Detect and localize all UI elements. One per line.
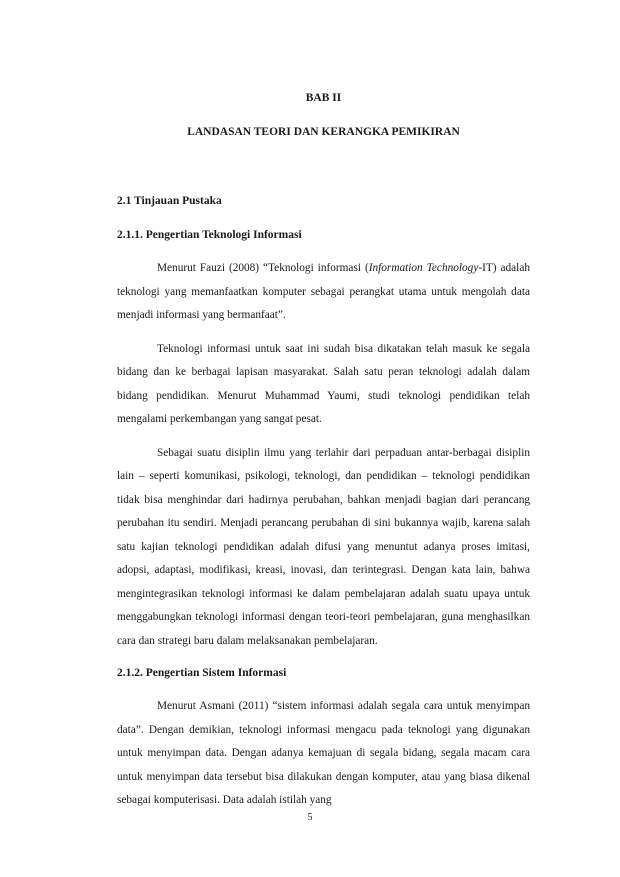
section-heading-2-1: 2.1 Tinjauan Pustaka: [117, 195, 222, 207]
chapter-heading: BAB II: [305, 92, 342, 104]
paragraph-3: Sebagai suatu disiplin ilmu yang terlahir dari perpaduan antar-berbagai disiplin lain – seperti komunikasi, psikologi, teknologi, dan pendidikan – teknologi pendidikan tidak bisa menghindar dari hadirnya perubahan, bahkan menjadi bagian dari perancang perubahan itu sendiri. Menjadi perancang perubahan di sini bukannya wajib, karena salah satu kajian teknologi pendidikan adalah difusi yang menuntut adanya proses imitasi, adopsi, adaptasi, modifikasi, kreasi, inovasi, dan terintegrasi. Dengan kata lain, bahwa mengintegrasikan teknologi informasi ke dalam pembelajaran adalah suatu upaya untuk menggabungkan teknologi informasi dengan teori-teori pembelajaran, guna menghasilkan cara dan strategi baru dalam melaksanakan pembelajaran.: [117, 446, 530, 647]
paragraph-2: Teknologi informasi untuk saat ini sudah bisa dikatakan telah masuk ke segala bidang dan ke berbagai lapisan masyarakat. Salah satu peran teknologi adalah dalam bidang pendidikan. Menurut Muhammad Yaumi, studi teknologi pendidikan telah mengalami perkembangan yang sangat pesat.: [117, 342, 530, 425]
paragraph-1-end: -IT) adalah teknologi yang memanfaatkan komputer sebagai perangkat utama untuk mengolah data menjadi informasi yang bermanfaat”.: [117, 262, 530, 321]
paragraph-1-start: Menurut Fauzi (2008) “Teknologi informasi (: [157, 262, 369, 274]
page-content: [117, 88, 530, 813]
paragraph-4: Menurut Asmani (2011) “sistem informasi adalah segala cara untuk menyimpan data”. Dengan demikian, teknologi informasi mengacu pada teknologi yang digunakan untuk menyimpan data. Dengan adanya kemajuan di segala bidang, segala macam cara untuk menyimpan data tersebut bisa dilakukan dengan komputer, atau yang biasa dikenal sebagai komputerisasi. Data adalah istilah yang: [117, 700, 530, 806]
chapter-title: LANDASAN TEORI DAN KERANGKA PEMIKIRAN: [187, 126, 460, 138]
paragraph-1-italic-term: Information Technology: [368, 262, 479, 274]
paragraph-1: [117, 257, 530, 328]
subsection-heading-2-1-2: 2.1.2. Pengertian Sistem Informasi: [117, 667, 287, 679]
page-number: 5: [307, 812, 313, 823]
subsection-heading-2-1-1: 2.1.1. Pengertian Teknologi Informasi: [117, 229, 302, 241]
